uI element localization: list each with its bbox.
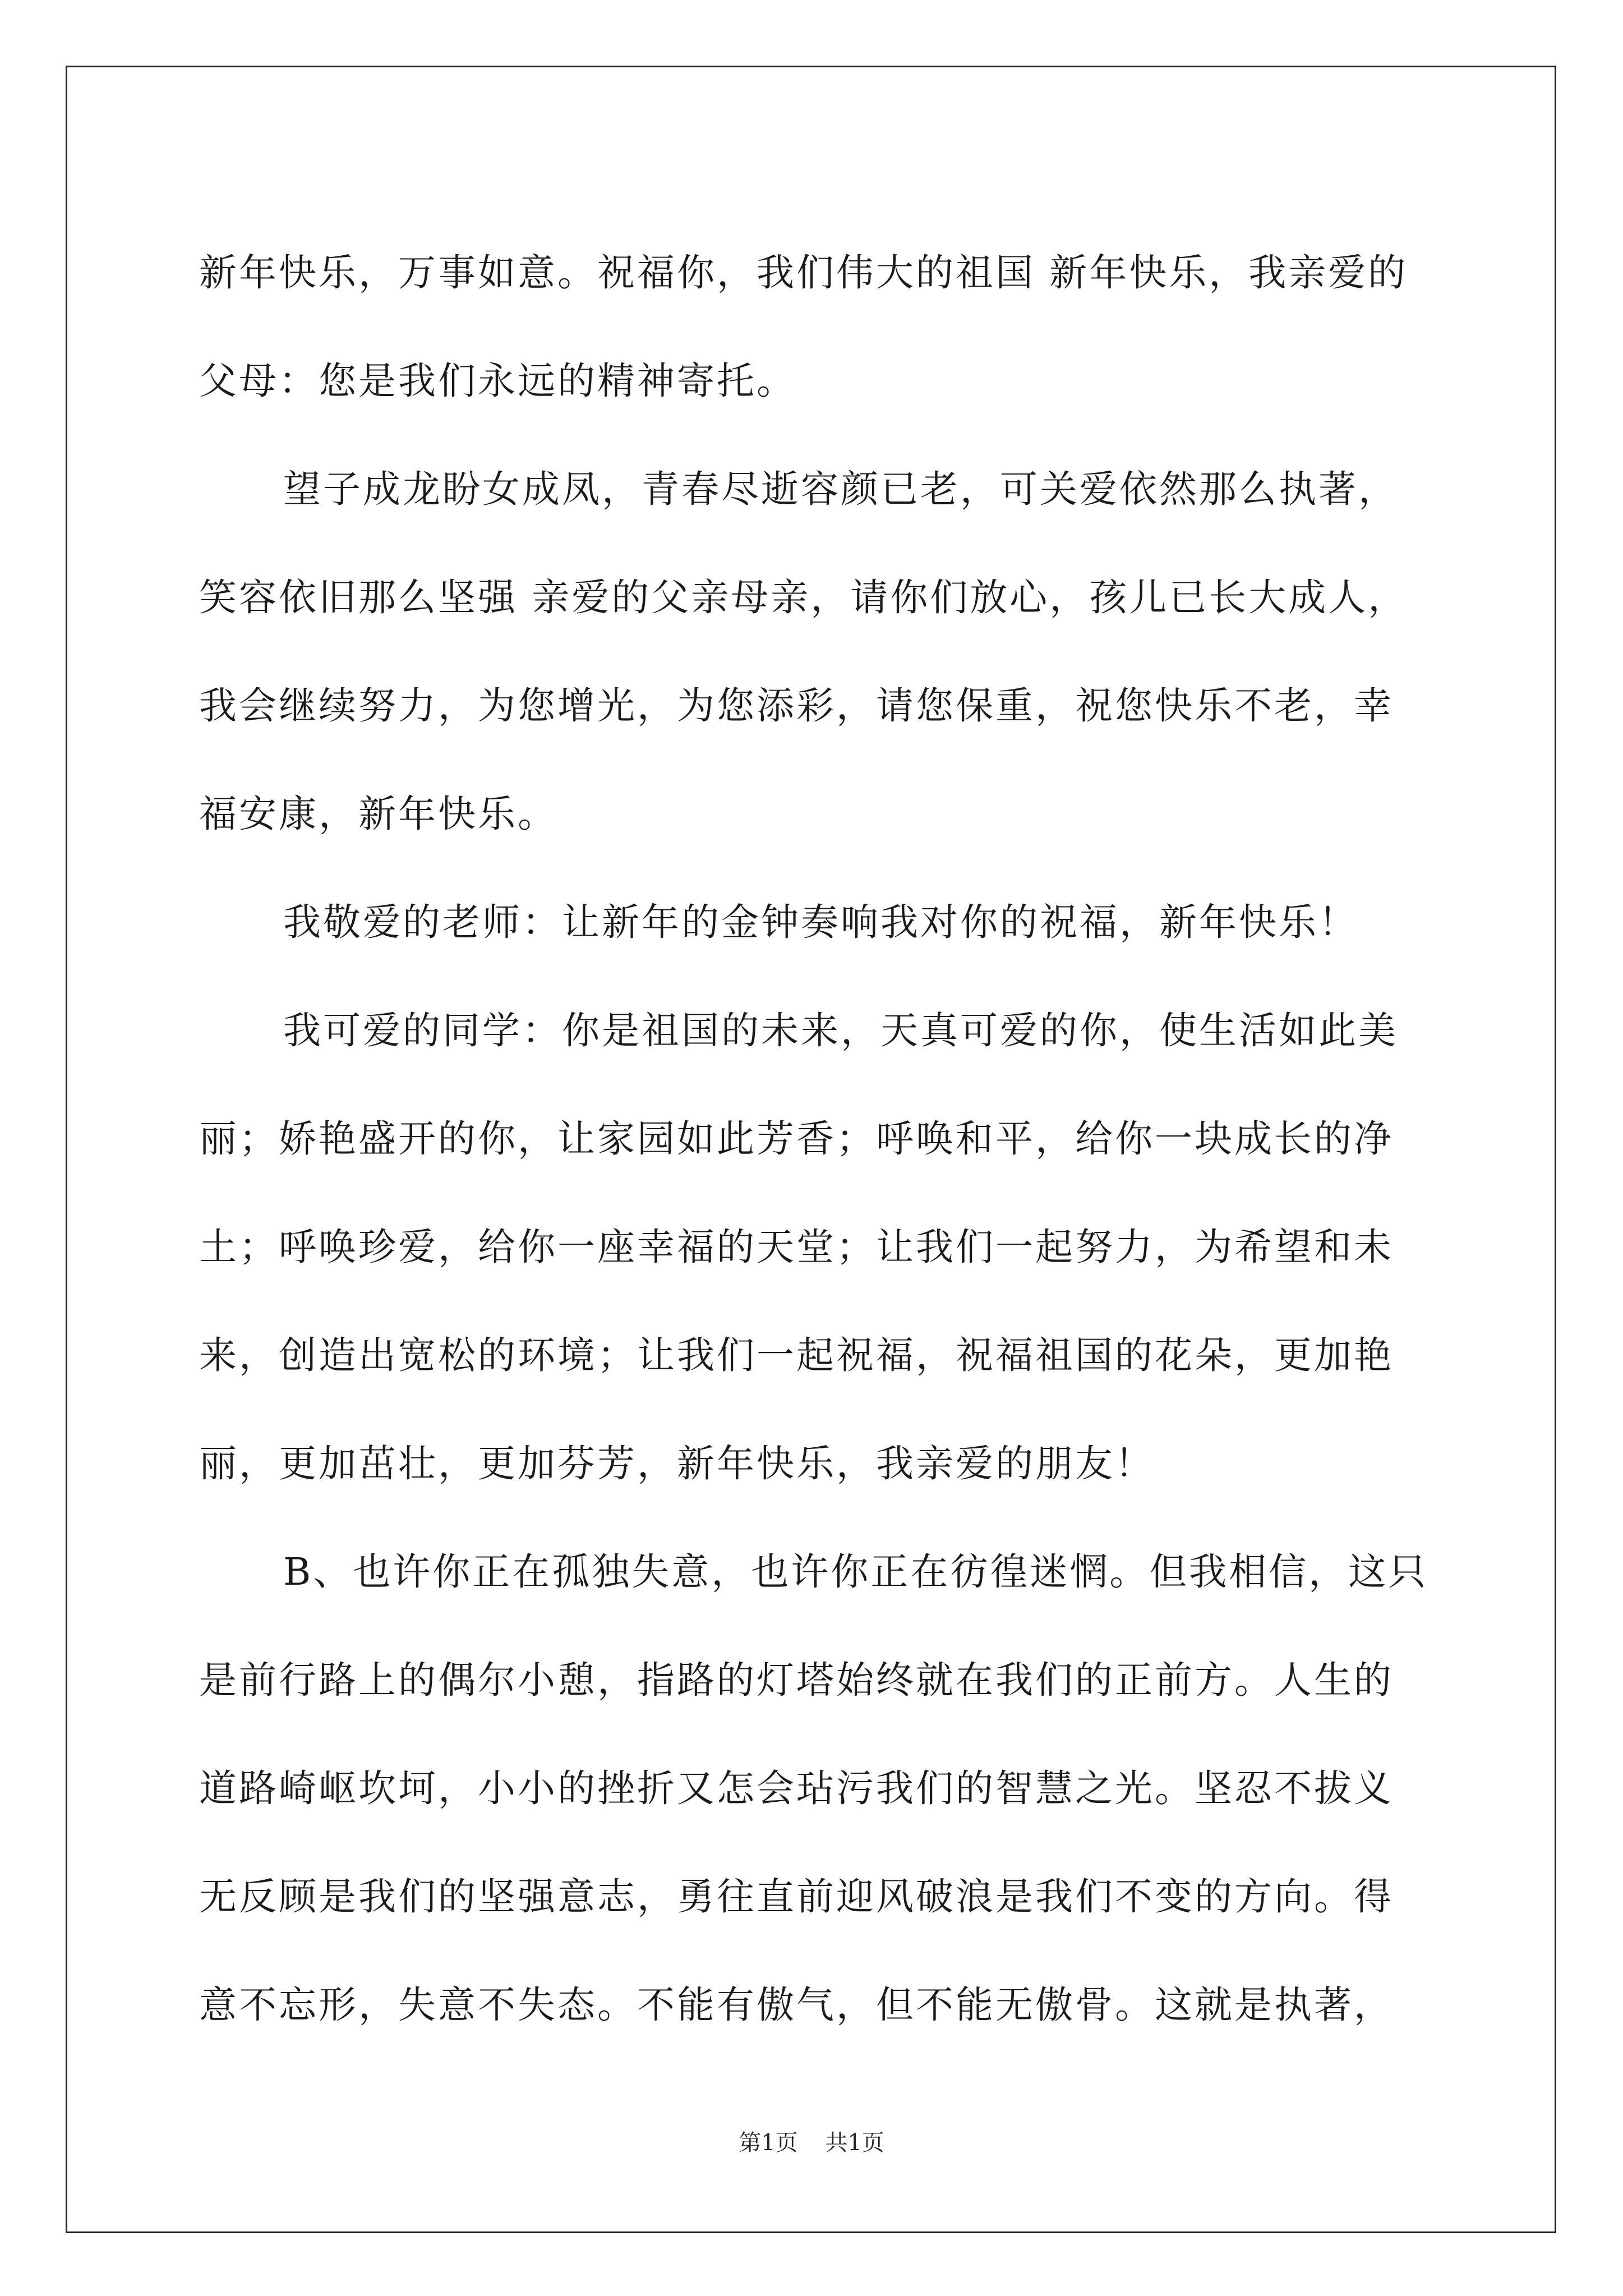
text-line: 来，创造出宽松的环境；让我们一起祝福，祝福祖国的花朵，更加艳 [199, 1333, 1394, 1377]
paragraph-3 [199, 868, 1461, 977]
paragraph-2 [199, 435, 1461, 868]
paragraph-5 [199, 1518, 1461, 2059]
document-body [199, 219, 1461, 2059]
text-line: 新年快乐，万事如意。祝福你，我们伟大的祖国 新年快乐，我亲爱的 [199, 251, 1408, 295]
text-line: B、也许你正在孤独失意，也许你正在彷徨迷惘。但我相信，这只 [283, 1550, 1428, 1594]
text-line: 无反顾是我们的坚强意志，勇往直前迎风破浪是我们不变的方向。得 [199, 1875, 1394, 1918]
paragraph-1 [199, 219, 1461, 435]
text-line: 意不忘形，失意不失态。不能有傲气，但不能无傲骨。这就是执著， [199, 1983, 1394, 2027]
text-line: 父母：您是我们永远的精神寄托。 [199, 359, 796, 403]
text-line: 笑容依旧那么坚强 亲爱的父亲母亲，请你们放心，孩儿已长大成人， [199, 576, 1408, 619]
text-line: 土；呼唤珍爱，给你一座幸福的天堂；让我们一起努力，为希望和未 [199, 1225, 1394, 1269]
paragraph-4 [199, 977, 1461, 1518]
text-line: 我会继续努力，为您增光，为您添彩，请您保重，祝您快乐不老，幸 [199, 684, 1394, 728]
page-footer [0, 2126, 1623, 2160]
page-number: 第1页 [739, 2130, 798, 2156]
text-line: 望子成龙盼女成凤，青春尽逝容颜已老，可关爱依然那么执著， [283, 467, 1398, 511]
page-total: 共1页 [825, 2130, 884, 2156]
text-line: 丽，更加茁壮，更加芬芳，新年快乐，我亲爱的朋友！ [199, 1442, 1155, 1485]
text-line: 我敬爱的老师：让新年的金钟奏响我对你的祝福，新年快乐！ [283, 900, 1358, 944]
text-line: 道路崎岖坎坷，小小的挫折又怎会玷污我们的智慧之光。坚忍不拔义 [199, 1766, 1394, 1810]
text-line: 丽；娇艳盛开的你，让家园如此芳香；呼唤和平，给你一块成长的净 [199, 1117, 1394, 1161]
text-line: 我可爱的同学：你是祖国的未来，天真可爱的你，使生活如此美 [283, 1009, 1398, 1052]
text-line: 是前行路上的偶尔小憩，指路的灯塔始终就在我们的正前方。人生的 [199, 1658, 1394, 1702]
text-line: 福安康，新年快乐。 [199, 792, 557, 836]
